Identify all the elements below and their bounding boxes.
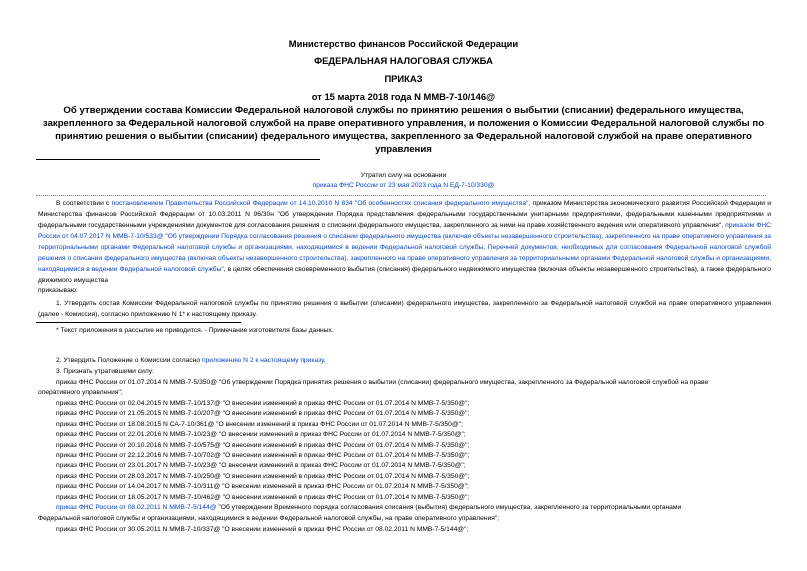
preamble-paragraph xyxy=(38,198,771,286)
repealed-link-line-a xyxy=(38,503,771,513)
lost-force-link[interactable]: приказа ФНС России от 23 мая 2023 года N ЕД-7-10/330@ xyxy=(312,182,495,189)
item-2-text: 2. Утвердить Положение о Комиссии согласно xyxy=(56,357,202,364)
repealed-link-desc: "Об утверждении Временного порядка согласования списания (выбытия) федерального имущества, закрепленного за территориальными органами xyxy=(216,504,682,511)
repealed-item: приказ ФНС России от 02.04.2015 N ММВ-7-10/137@ "О внесении изменений в приказ ФНС России от 01.07.2014 N ММВ-7-5/350@"; xyxy=(56,400,470,407)
preamble-text-2: , приказом Министерства экономического развития Российской Федерации и Министерства финансов Российской Федерации от 10.03.2011 N 96/30н "Об утверждении Порядка представления федеральными государственными унитарными предприятиями, федеральными казенными предприятиями и федеральными государственными учреждениями документов для согласования решения о списании федерального имущества, закрепленного за ними на праве хозяйственного ведения или оперативного управления", xyxy=(38,200,771,229)
order-word: приказываю: xyxy=(38,287,78,294)
preamble-text-3: , в целях обеспечения своевременного выбытия (списания) федерального недвижимого имущества (включая объекты незавершенного строительства), а также федерального движимого имущества xyxy=(38,266,771,284)
item-2 xyxy=(38,356,771,366)
repealed-link-line-b: Федеральной налоговой службы и организациями, находящимися в ведении Федеральной налоговой службы, на праве оперативного управления"; xyxy=(38,515,500,522)
doc-type-heading: ПРИКАЗ xyxy=(384,73,423,84)
status-divider xyxy=(36,195,766,196)
preamble-link-order[interactable]: приказом ФНС России от 04.07.2017 N ММВ-7-10/533@ "Об утверждении Порядка согласования решения о списании федерального имущества (включая объекты незавершенного строительства), закрепленного на праве оперативного управления за территориальными органами Федеральной налоговой службы и организациями, находящимися в ведении Федеральной налоговой службы, Перечней документов, необходимых для согласования Федеральной налоговой службой решения о списании федерального имущества (включая объекты незавершенного строительства), закрепленного на праве оперативного управления за территориальными органами Федеральной налоговой службы и организациями, находящимися в ведении Федеральной налоговой службы" xyxy=(38,222,771,273)
repealed-first-line-b: оперативного управления"; xyxy=(38,389,123,396)
repealed-item: приказ ФНС России от 18.05.2017 N ММВ-7-10/462@ "О внесении изменений в приказ ФНС России от 01.07.2014 N ММВ-7-5/350@"; xyxy=(56,493,470,501)
repealed-item: приказ ФНС России от 28.03.2017 N ММВ-7-10/250@ "О внесении изменений в приказ ФНС России от 01.07.2014 N ММВ-7-5/350@"; xyxy=(56,472,470,480)
item-2-end: . xyxy=(323,357,326,364)
repealed-item: приказ ФНС России от 22.12.2016 N ММВ-7-10/702@ "О внесении изменений в приказ ФНС России от 01.07.2014 N ММВ-7-5/350@"; xyxy=(56,452,470,459)
preamble-link-resolution[interactable]: постановлением Правительства Российской Федерации от 14.10.2010 N 834 "Об особенностях списания федерального имущества" xyxy=(111,200,529,207)
repealed-link[interactable]: приказ ФНС России от 08.02.2011 N ММВ-7-5/144@ xyxy=(56,504,217,511)
preamble-text-1: В соответствии с xyxy=(56,200,112,207)
doc-date-number: от 15 марта 2018 года N ММВ-7-10/146@ xyxy=(311,91,496,102)
lost-force-link-line xyxy=(0,181,807,191)
lost-force-note: Утратил силу на основании xyxy=(360,172,447,179)
doc-title: Об утверждении состава Комиссии Федеральной налоговой службы по принятию решения о выбытии (списании) федерального имущества, закрепленного за Федеральной налоговой службой на праве оперативного управления, и положения о Комиссии Федеральной налоговой службы по принятию решения о выбытии (списании) федерального имущества, закрепленного за Федеральной налоговой службой на праве оперативного управления xyxy=(42,105,765,155)
title-divider xyxy=(36,159,320,160)
repealed-item: приказ ФНС России от 14.04.2017 N ММВ-7-10/311@ "О внесении изменений в приказ ФНС России от 01.07.2014 N ММВ-7-5/350@"; xyxy=(56,483,469,491)
item-3: 3. Признать утратившими силу: xyxy=(56,368,154,375)
item-1: 1. Утвердить состав Комиссии Федеральной налоговой службы по принятию решения о выбытии (списании) федерального имущества, закрепленного за Федеральной налоговой службой на праве оперативного управления (далее - Комиссия), согласно приложению N 1* к настоящему приказу. xyxy=(38,300,771,318)
footnote-divider xyxy=(36,322,241,323)
footnote: * Текст приложения в рассылке не приводится. - Примечание изготовителя базы данных. xyxy=(56,327,334,334)
repealed-item: приказ ФНС России от 20.10.2016 N ММВ-7-10/575@ "О внесении изменений в приказ ФНС России от 01.07.2014 N ММВ-7-5/350@"; xyxy=(56,441,470,449)
repealed-item: приказ ФНС России от 21.05.2015 N ММВ-7-10/207@ "О внесении изменений в приказ ФНС России от 01.07.2014 N ММВ-7-5/350@"; xyxy=(56,410,470,418)
repealed-first-line-a: приказ ФНС России от 01.07.2014 N ММВ-7-5/350@ "Об утверждении Порядка принятия решения о выбытии (списании) федерального имущества, закрепленного за Федеральной налоговой службой на праве xyxy=(56,379,709,386)
repealed-last: приказ ФНС России от 30.05.2011 N ММВ-7-10/337@ "О внесении изменений в приказ ФНС России от 08.02.2011 N ММВ-7-5/144@"; xyxy=(56,526,469,533)
repealed-item: приказ ФНС России от 22.01.2016 N ММВ-7-10/23@ "О внесении изменений в приказ ФНС России от 01.07.2014 N ММВ-7-5/350@"; xyxy=(56,431,466,439)
repealed-item: приказ ФНС России от 18.08.2015 N СА-7-10/361@ "О внесении изменений в приказ ФНС России от 01.07.2014 N ММВ-7-5/350@"; xyxy=(56,420,463,428)
ministry-heading: Министерство финансов Российской Федерации xyxy=(288,38,519,49)
service-heading: ФЕДЕРАЛЬНАЯ НАЛОГОВАЯ СЛУЖБА xyxy=(314,55,493,66)
repealed-item: приказ ФНС России от 23.01.2017 N ММВ-7-10/23@ "О внесении изменений в приказ ФНС России от 01.07.2014 N ММВ-7-5/350@"; xyxy=(56,462,466,470)
item-2-link[interactable]: приложению N 2 к настоящему приказу xyxy=(201,357,324,364)
